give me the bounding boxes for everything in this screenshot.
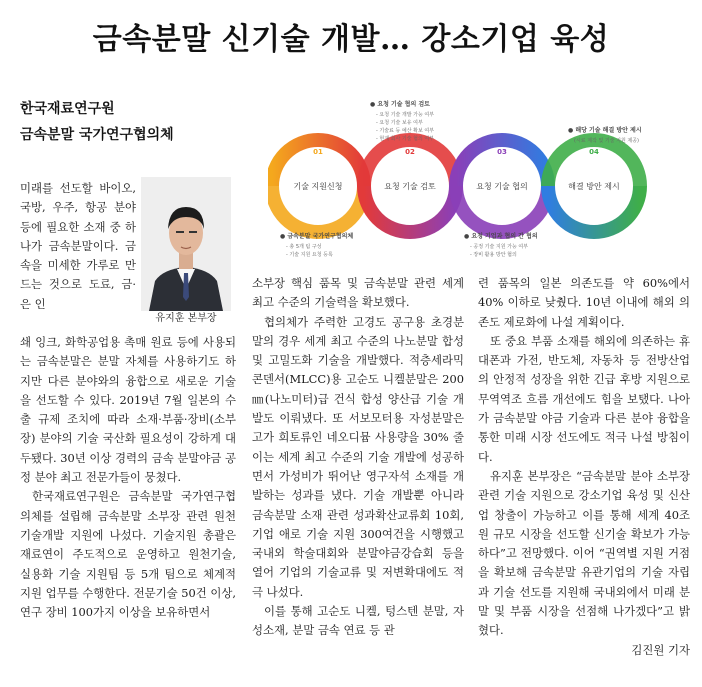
byline: 김진원 기자: [631, 642, 690, 657]
note-top-left-line-2: - 기술료 등 예산 확보 여부: [376, 128, 435, 134]
col3-para-2: 유지훈 본부장은 “금속분말 분야 소부장 관련 기술 지원으로 강소기업 육성 및 신산업 창출이 가능하고 이를 통해 세계 40조원 규모 시장을 선도할 신기술 확보가 가능하다”고 전망했다. 이어 “권역별 지원 거점을 확보해 금속분말 유관기업의 기술 자립과 기술 선도를 지원해 국내외에서 미래 분말 및 부품 시장을 선점해 나가겠다”고 밝혔다.: [478, 468, 690, 638]
stage-1-num: 01: [313, 148, 323, 156]
note-top-left-line-0: - 요청 기술 개발 가능 여부: [376, 112, 435, 118]
article-col1: [20, 333, 236, 622]
note-bottom-left: [280, 232, 353, 258]
subhead: [20, 96, 174, 148]
portrait-figure: [141, 177, 231, 311]
stage-3-num: 03: [497, 148, 507, 156]
col2-para-2: 이를 통해 고순도 니켈, 텅스텐 분말, 자성소재, 분말 금속 연료 등 관: [252, 604, 464, 638]
stage-3-label: 요청 기술 협의: [476, 182, 528, 191]
photo-caption: 유지훈 본부장: [141, 311, 231, 327]
note-top-left-title: ● 요청 기술 협의 검토: [370, 101, 430, 108]
stage-4-label: 해결 방안 제시: [568, 182, 620, 191]
note-top-left: [370, 100, 434, 142]
col2-para-0: 소부장 핵심 품목 및 금속분말 관련 세계 최고 수준의 기술력을 확보했다.: [252, 276, 464, 310]
portrait-photo: [141, 177, 231, 327]
process-diagram-svg: [268, 92, 688, 268]
stage-2-label: 요청 기술 검토: [384, 182, 436, 191]
col1-para-1: 한국재료연구원은 금속분말 국가연구협의체를 설립해 금속분말 소부장 관련 원천 기술개발 지원에 나섰다. 기술지원 총괄은 재료연이 주도적으로 운영하고 원천기술, 실용화 기술 지원팀 등 5개 팀으로 체계적 지원 업무를 수행한다. 전문기술 50건 이상, 연구 장비 100가지 이상을 보유하면서: [20, 489, 236, 620]
note-bottom-mid-title: ● 요청 기업과 협의 간 협의: [464, 233, 538, 240]
stage-4-num: 04: [589, 148, 599, 156]
process-diagram: [268, 92, 688, 268]
headline: 금속분말 신기술 개발… 강소기업 육성: [92, 22, 610, 57]
note-bottom-mid: [464, 232, 538, 258]
note-bottom-mid-line-0: - 공정 기술 지원 가능 여부: [470, 244, 529, 250]
note-top-left-line-3: - 현재 회사 기술 협의 여부: [376, 136, 435, 142]
note-bottom-left-title: ● 금속분말 국가연구협의체: [280, 233, 354, 240]
subhead-org: 한국재료연구원: [20, 101, 115, 117]
note-bottom-left-line-0: - 총 5개 팀 구성: [286, 244, 322, 250]
note-bottom-left-line-1: - 기술 지원 요청 등록: [286, 252, 333, 258]
note-bottom-mid-line-1: - 장비 활용 방안 협의: [470, 252, 517, 258]
subhead-council: 금속분말 국가연구협의체: [20, 127, 174, 143]
note-top-right-line-0: (시료 제작 및 기술 지원 제공): [574, 138, 639, 144]
article-col3: [478, 274, 690, 660]
col2-para-1: 협의체가 주력한 고경도 공구용 초경분말의 경우 세계 최고 수준의 나노분말 합성 및 고밀도화 기술을 개발했다. 적층세라믹콘덴서(MLCC)용 고순도 니켈분말은 200㎚(나노미터)급 건식 합성 양산급 기술 개발도 이뤄냈다. 또 서보모터용 자성분말은 고가 희토류인 네오디뮴 사용량을 30% 줄이는 세계 최고 수준의 기술 개발에 성공하면서 가성비가 뛰어난 영구자석 소재를 개발하는 성과를 냈다. 기술 개발뿐 아니라 금속분말 소재 관련 성과확산교류회 10회, 기업 애로 기술 지원 300여건을 시행했고 국내외 학술대회와 분말야금강습회 등을 열어 기업의 기술교류 및 저변확대에도 적극 나섰다.: [252, 314, 464, 599]
note-top-left-line-1: - 요청 기술 보유 여부: [376, 120, 423, 126]
col1-para-0: 쇄 잉크, 화학공업용 촉매 원료 등에 사용되는 금속분말은 분말 자체를 사용하기도 하지만 다른 분야와의 융합으로 새로운 기술을 선도할 수 있다. 2019년 7월 일본의 수출 규제 조치에 따라 소재·부품·장비(소부장) 분야의 기술 국산화 필요성이 강하게 대두됐다. 30년 이상 경력의 금속 분말야금 공정 분야 최고 전문가들이 뭉쳤다.: [20, 335, 236, 485]
col3-para-1: 또 중요 부품 소재를 해외에 의존하는 휴대폰과 가전, 반도체, 자동차 등 전방산업의 안정적 성장을 위한 긴급 후방 지원으로 무역역조 흐름 개선에도 힘을 보탰다. 나아가 금속분말 야금 기술과 다른 분야 융합을 통한 미래 시장 선도에도 적극 나설 방침이다.: [478, 333, 690, 464]
stage-1-label: 기술 지원신청: [293, 182, 343, 191]
stage-2-num: 02: [405, 148, 415, 156]
article-col1-top: [20, 179, 136, 314]
col3-para-0: 련 품목의 일본 의존도를 약 60%에서 40% 이하로 낮췄다. 10년 이내에 해외 의존도 제로화에 나설 계획이다.: [478, 276, 690, 329]
article-col2: [252, 274, 464, 641]
note-top-right-title: ● 해당 기술 해결 방안 제시: [568, 127, 642, 134]
col1-top-text: 미래를 선도할 바이오, 국방, 우주, 항공 분야 등에 필요한 소재 중 하나가 금속분말이다. 금속을 미세한 가루로 만드는 것으로 도료, 금·은 인: [20, 181, 136, 311]
